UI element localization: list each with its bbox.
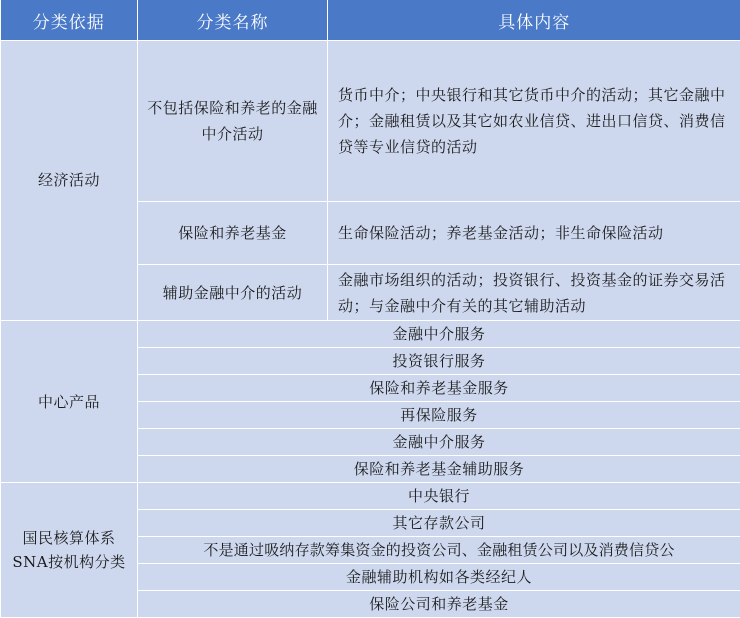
- institution-item: 保险公司和养老基金: [138, 591, 740, 618]
- header-content: 具体内容: [328, 0, 740, 41]
- table-row: [1, 321, 740, 348]
- product-item: 金融中介服务: [138, 429, 740, 456]
- basis-sna-institutional: 国民核算体系SNA按机构分类: [1, 483, 138, 618]
- product-item: 投资银行服务: [138, 348, 740, 375]
- table-row: [1, 41, 740, 202]
- product-item: 金融中介服务: [138, 321, 740, 348]
- institution-item: 中央银行: [138, 483, 740, 510]
- content-cell: 货币中介；中央银行和其它货币中介的活动；其它金融中介；金融租赁以及其它如农业信贷、进出口信贷、消费信贷等专业信贷的活动: [328, 41, 740, 202]
- content-cell: 生命保险活动；养老基金活动；非生命保险活动: [328, 202, 740, 265]
- category-name-cell: 辅助金融中介的活动: [138, 265, 328, 321]
- category-name-cell: 保险和养老基金: [138, 202, 328, 265]
- content-cell: 金融市场组织的活动；投资银行、投资基金的证券交易活动；与金融中介有关的其它辅助活动: [328, 265, 740, 321]
- product-item: 再保险服务: [138, 402, 740, 429]
- product-item: 保险和养老基金服务: [138, 375, 740, 402]
- institution-item: 其它存款公司: [138, 510, 740, 537]
- category-name-cell: 不包括保险和养老的金融中介活动: [138, 41, 328, 202]
- table-row: [1, 483, 740, 510]
- basis-economic-activity: 经济活动: [1, 41, 138, 321]
- header-row: [1, 0, 740, 41]
- header-category-name: 分类名称: [138, 0, 328, 41]
- header-basis: 分类依据: [1, 0, 138, 41]
- institution-item: 不是通过吸纳存款筹集资金的投资公司、金融租赁公司以及消费信贷公: [138, 537, 740, 564]
- product-item: 保险和养老基金辅助服务: [138, 456, 740, 483]
- basis-core-products: 中心产品: [1, 321, 138, 483]
- institution-item: 金融辅助机构如各类经纪人: [138, 564, 740, 591]
